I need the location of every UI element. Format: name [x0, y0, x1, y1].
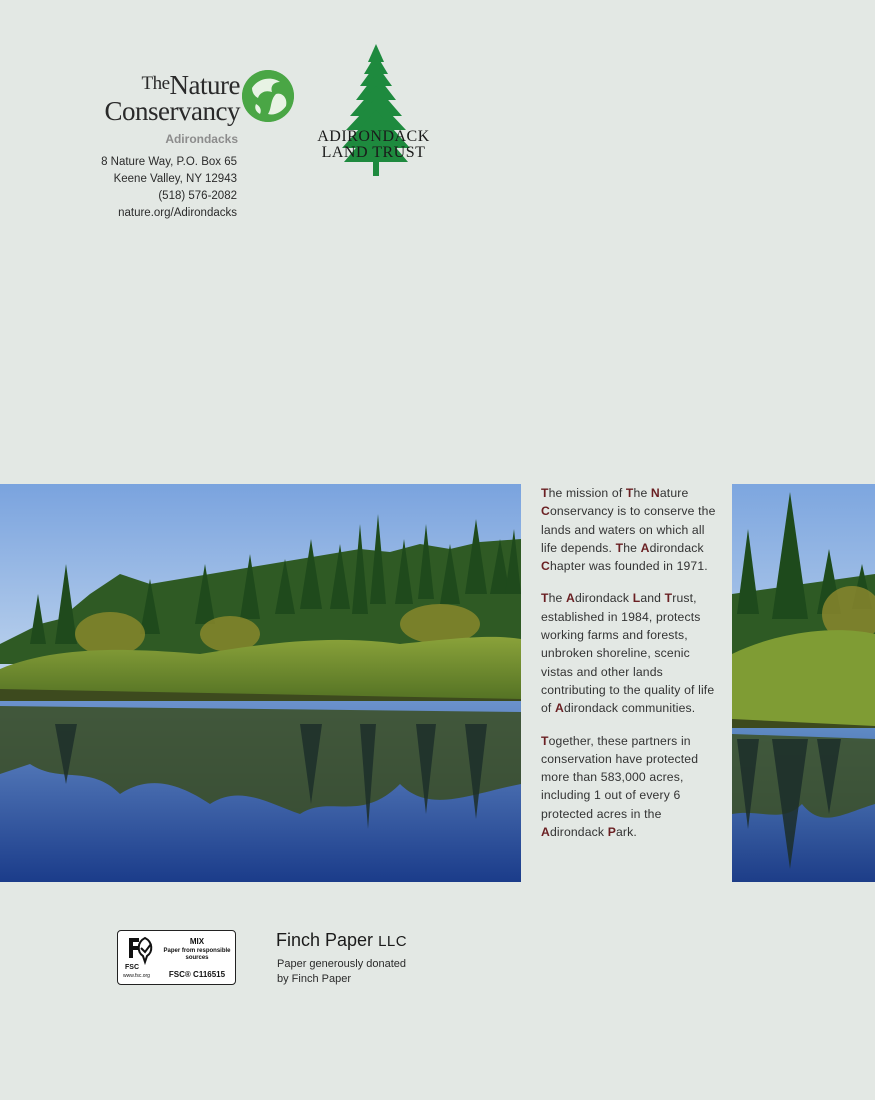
tnc-address [60, 154, 237, 222]
tnc-wordmark-line2: Conservancy [104, 96, 240, 126]
alt-logo [306, 44, 446, 180]
fsc-source-label: Paper from responsible sources [163, 948, 231, 961]
finch-paper-name: Finch Paper LLC [276, 930, 408, 950]
fsc-website: www.fsc.org [123, 973, 150, 979]
finch-note-line1: Paper generously donated [277, 958, 407, 970]
address-street: 8 Nature Way, P.O. Box 65 [101, 156, 237, 168]
tnc-wordmark-line1: TheNature [141, 70, 240, 100]
tnc-chapter-name: Adirondacks [165, 132, 238, 146]
address-city: Keene Valley, NY 12943 [113, 173, 237, 185]
alt-name-line1: ADIRONDACK [317, 128, 430, 145]
lake-landscape-photo [0, 484, 521, 882]
fsc-acronym: FSC [125, 964, 139, 971]
address-phone: (518) 576-2082 [158, 190, 237, 202]
mission-statement [541, 484, 721, 855]
finch-note-line2: by Finch Paper [277, 973, 351, 985]
alt-name-line2: LAND TRUST [321, 144, 426, 161]
finch-donation-note [277, 957, 406, 987]
mission-paragraph-3: Together, these partners in conservation have protected more than 583,000 acres, including 1 out of every 6 protected acres in the Adirondack Park. [541, 733, 699, 840]
mission-paragraph-1: The mission of The Nature Conservancy is to conserve the lands and waters on which all life depends. The Adirondack Chapter was founded in 1971. [541, 486, 716, 574]
mission-paragraph-2: The Adirondack Land Trust, established in 1984, protects working farms and forests, unbroken shoreline, scenic vistas and other lands contributing to the quality of life of Adirondack communities. [541, 591, 715, 716]
forest-side-photo [732, 484, 875, 882]
address-website[interactable]: nature.org/Adirondacks [118, 207, 237, 219]
fsc-mix-label: MIX [189, 937, 205, 946]
fsc-license-code: FSC® C116515 [168, 970, 226, 979]
tnc-logo [98, 70, 298, 146]
tnc-globe-icon [242, 70, 294, 122]
fsc-certification-label [117, 930, 236, 985]
